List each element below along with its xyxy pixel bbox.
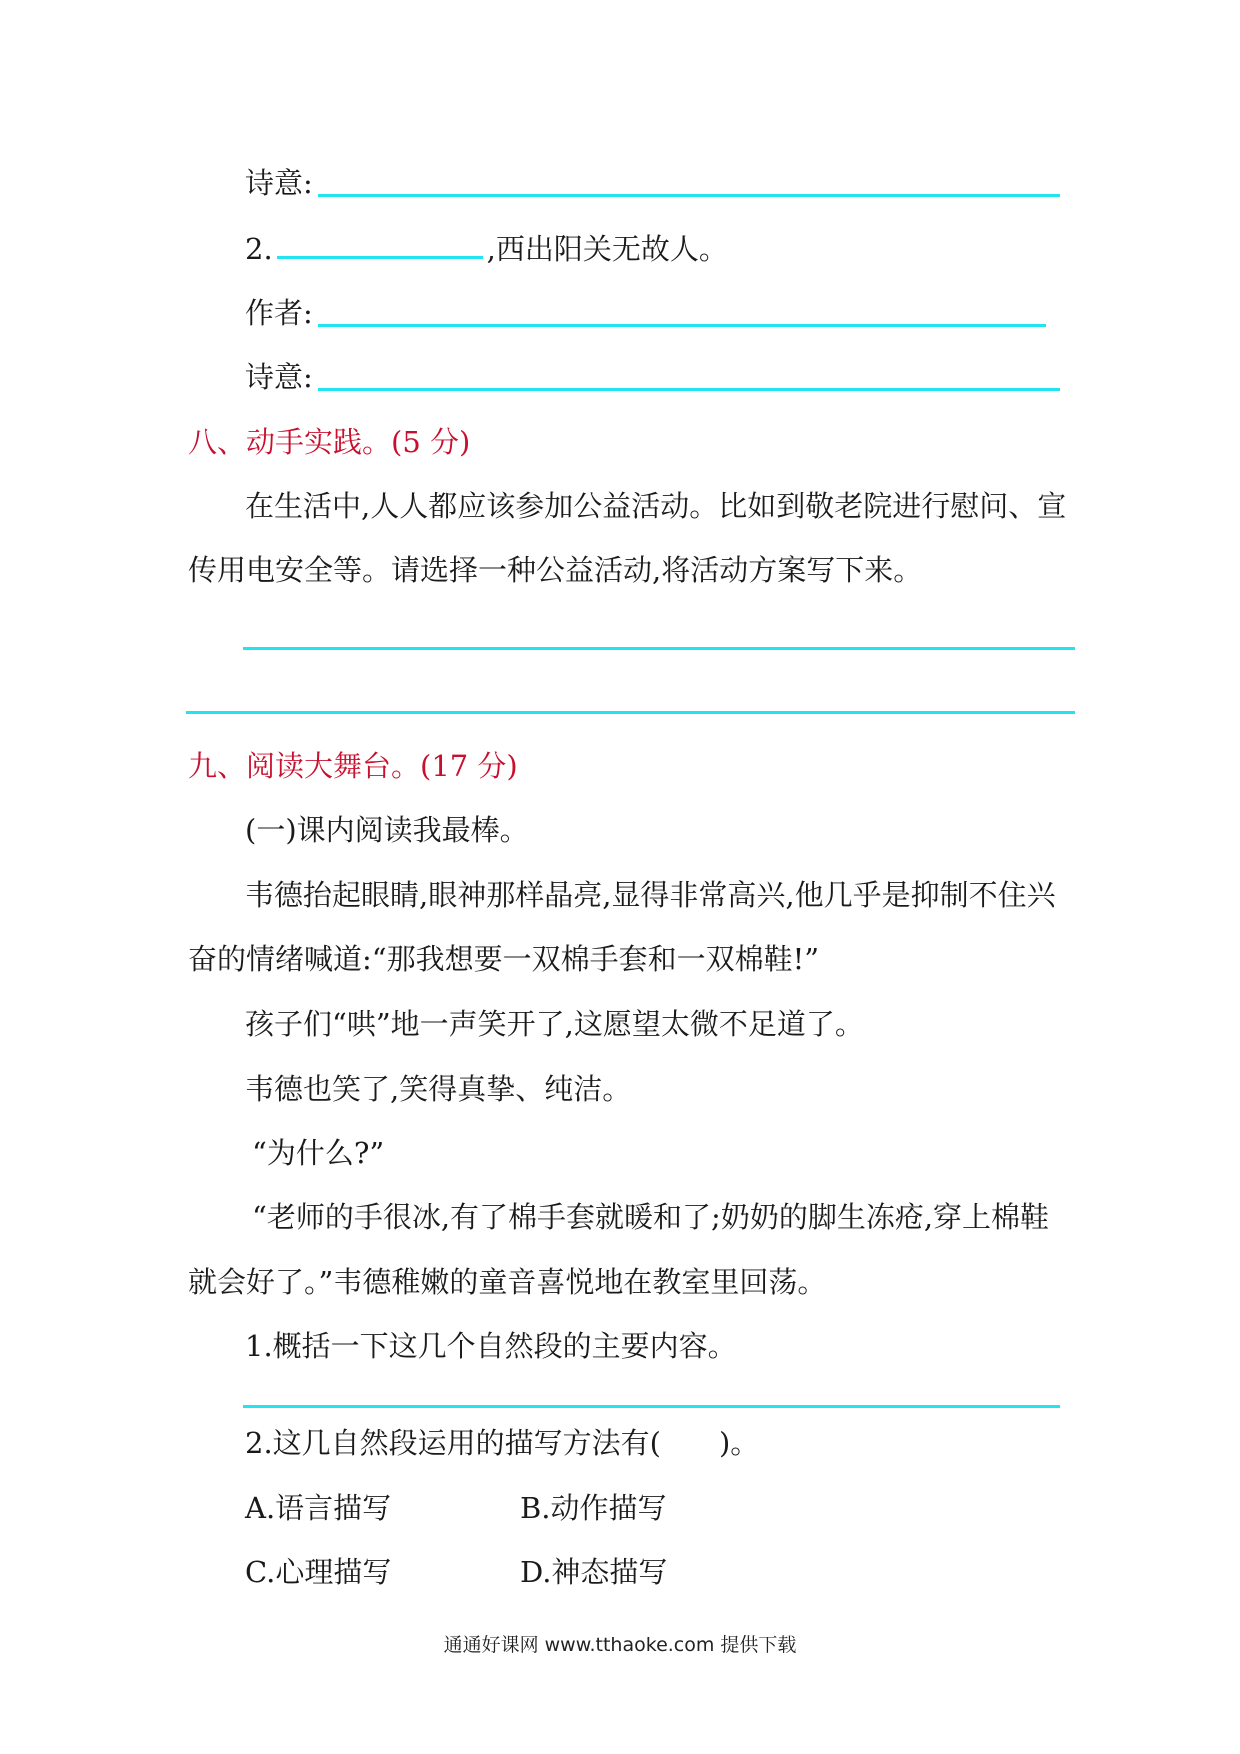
passage-paragraph2: 孩子们“哄”地一声笑开了,这愿望太微不足道了。 — [245, 1007, 864, 1041]
passage-paragraph5-line1: “老师的手很冰,有了棉手套就暖和了;奶奶的脚生冻疮,穿上棉鞋 — [252, 1200, 1050, 1234]
poem1-meaning-answer-line[interactable] — [318, 194, 1060, 197]
passage-paragraph3: 韦德也笑了,笑得真挚、纯洁。 — [245, 1072, 632, 1106]
question1: 1.概括一下这几个自然段的主要内容。 — [245, 1329, 737, 1363]
passage-paragraph1-line1: 韦德抬起眼睛,眼神那样晶亮,显得非常高兴,他几乎是抑制不住兴 — [245, 878, 1056, 912]
section9-heading: 九、阅读大舞台。(17 分) — [188, 749, 518, 783]
option-a[interactable]: A.语言描写 — [245, 1491, 392, 1525]
poem1-meaning-label: 诗意: — [245, 166, 313, 200]
poem2-author-label: 作者: — [245, 296, 313, 330]
passage-paragraph5-line2: 就会好了。”韦德稚嫩的童音喜悦地在教室里回荡。 — [188, 1265, 827, 1299]
section8-heading: 八、动手实践。(5 分) — [188, 425, 471, 459]
section8-paragraph-line2: 传用电安全等。请选择一种公益活动,将活动方案写下来。 — [188, 553, 923, 587]
option-d[interactable]: D.神态描写 — [520, 1555, 668, 1589]
poem2-fill-blank[interactable] — [277, 230, 483, 259]
question2: 2.这几自然段运用的描写方法有( )。 — [245, 1426, 760, 1460]
section8-paragraph-line1: 在生活中,人人都应该参加公益活动。比如到敬老院进行慰问、宣 — [245, 489, 1067, 523]
poem2-meaning-label: 诗意: — [245, 360, 313, 394]
poem2-line-suffix: ,西出阳关无故人。 — [486, 232, 728, 266]
footer-credit: 通通好课网 www.tthaoke.com 提供下载 — [443, 1634, 797, 1656]
section8-answer-line1[interactable] — [243, 647, 1075, 650]
section9-subheading: (一)课内阅读我最棒。 — [245, 813, 529, 847]
option-c[interactable]: C.心理描写 — [245, 1555, 392, 1589]
poem2-author-answer-line[interactable] — [318, 324, 1046, 327]
passage-paragraph1-line2: 奋的情绪喊道:“那我想要一双棉手套和一双棉鞋!” — [188, 942, 820, 976]
passage-paragraph4: “为什么?” — [252, 1136, 385, 1170]
question1-answer-line[interactable] — [243, 1405, 1060, 1408]
poem2-meaning-answer-line[interactable] — [318, 388, 1060, 391]
poem2-number: 2. — [245, 232, 273, 266]
section8-answer-line2[interactable] — [186, 711, 1075, 714]
option-b[interactable]: B.动作描写 — [520, 1491, 667, 1525]
poem2-line — [245, 230, 728, 267]
